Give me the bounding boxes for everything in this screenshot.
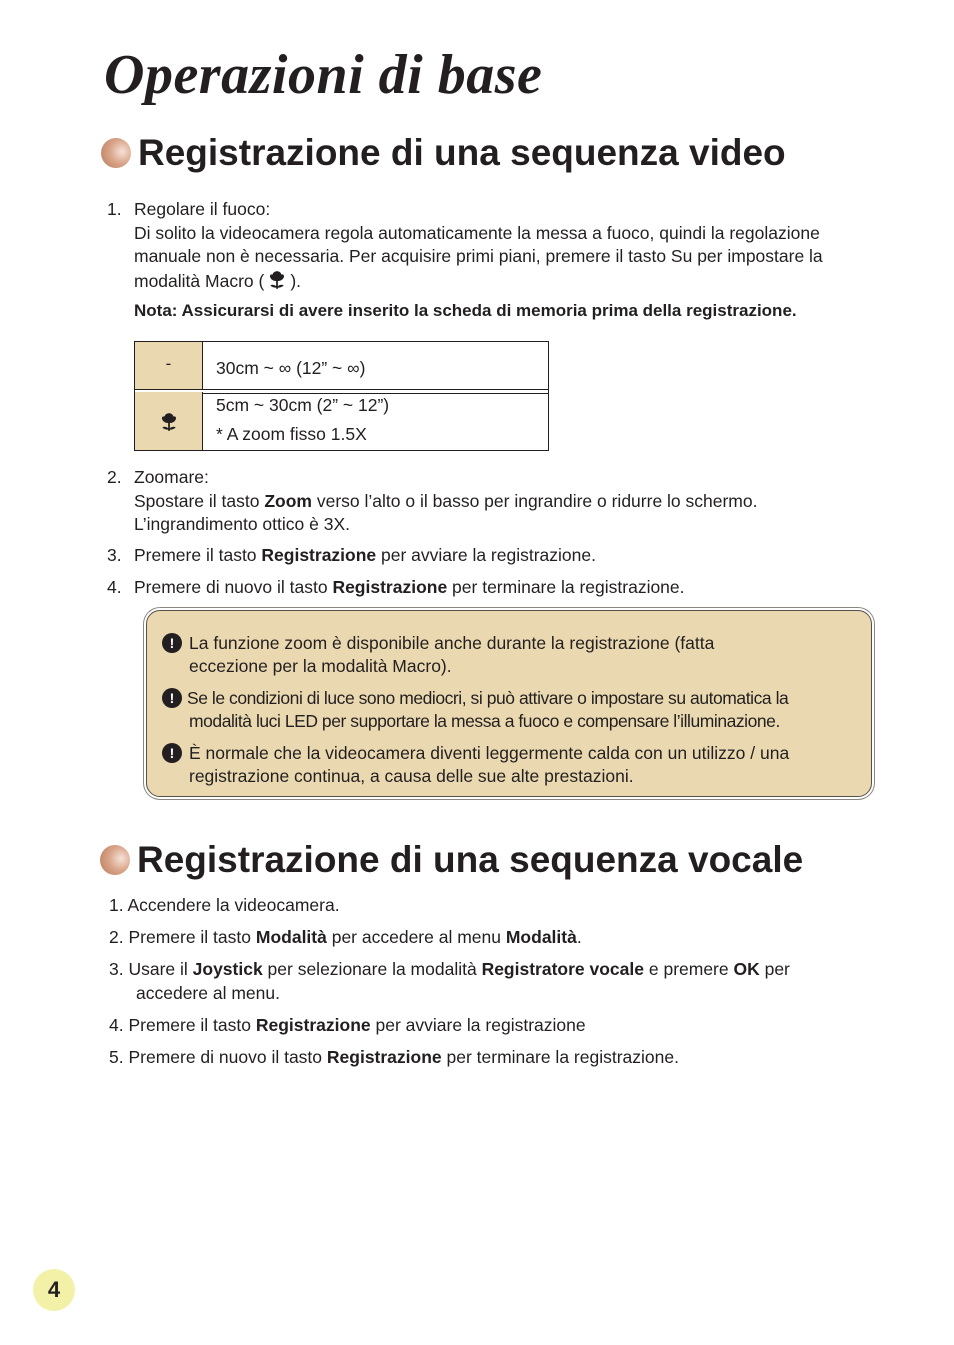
- warning-icon: !: [162, 688, 182, 708]
- key-name: Registrazione: [255, 1015, 371, 1035]
- step-line: [109, 958, 790, 982]
- note-3-line-2: registrazione continua, a causa delle sue alte prestazioni.: [189, 766, 634, 786]
- macro-range: 5cm ~ 30cm (2” ~ 12”): [216, 395, 390, 415]
- step-1: [107, 198, 907, 298]
- table-cell-range: [204, 394, 548, 446]
- step-text: 2. Premere il tasto: [109, 927, 256, 947]
- page-number: 4: [33, 1269, 75, 1311]
- step-number: 3.: [107, 545, 122, 565]
- key-name: OK: [733, 959, 760, 979]
- key-name: Registratore vocale: [481, 959, 644, 979]
- step-text: e premere: [644, 959, 734, 979]
- step-text: 5. Premere di nuovo il tasto: [109, 1047, 327, 1067]
- key-name: Modalità: [255, 927, 327, 947]
- step-text: per terminare la registrazione.: [447, 577, 685, 597]
- step-number: 1.: [107, 199, 122, 219]
- section-bullet-icon: [100, 845, 130, 875]
- key-name: Zoom: [264, 490, 312, 511]
- section-header-voice: [100, 838, 803, 882]
- macro-zoom-note: * A zoom fisso 1.5X: [216, 423, 367, 444]
- page-title: Operazioni di base: [104, 44, 543, 106]
- step-text: 4. Premere il tasto: [109, 1015, 256, 1035]
- step-text: .: [576, 927, 582, 947]
- step-2: [107, 466, 907, 538]
- macro-flower-icon: [266, 269, 288, 291]
- step-line: accedere al menu.: [136, 982, 280, 1003]
- macro-flower-icon: [158, 410, 180, 434]
- step-text: ).: [290, 270, 302, 291]
- key-name: Modalità: [505, 927, 577, 947]
- step-body: [134, 576, 685, 600]
- warning-icon: !: [162, 743, 182, 763]
- table-row-normal-mode: [135, 342, 203, 389]
- voice-step-4: [109, 1014, 586, 1038]
- step-heading: Zoomare:: [134, 467, 209, 487]
- step-text: per selezionare la modalità: [262, 959, 482, 979]
- step-text: per accedere al menu: [326, 927, 506, 947]
- mode-label: -: [165, 354, 172, 373]
- step-text: Premere il tasto: [134, 545, 262, 565]
- note-1-line-1: La funzione zoom è disponibile anche durante la registrazione (fatta: [189, 633, 715, 653]
- step-text: 3. Usare il: [109, 959, 193, 979]
- note-2-line-2: modalità luci LED per supportare la messa a fuoco e compensare l’illuminazione.: [189, 711, 780, 731]
- table-cell-range: 30cm ~ ∞ (12” ~ ∞): [216, 358, 366, 378]
- step-text: Spostare il tasto: [134, 490, 265, 511]
- step-body: [134, 466, 757, 537]
- step-text: verso l’alto o il basso per ingrandire o ridurre lo schermo.: [312, 490, 758, 511]
- step-heading: Regolare il fuoco:: [134, 199, 271, 219]
- voice-step-3: [109, 958, 790, 1005]
- step-text: per avviare la registrazione: [370, 1015, 586, 1035]
- step-line: manuale non è necessaria. Per acquisire primi piani, premere il tasto Su per impostare la: [134, 246, 823, 266]
- step-line: L’ingrandimento ottico è 3X.: [134, 514, 350, 534]
- step-text: per: [759, 959, 790, 979]
- key-name: Registrazione: [261, 545, 377, 565]
- voice-step-5: [109, 1046, 679, 1070]
- step-text: modalità Macro (: [134, 270, 265, 291]
- key-name: Joystick: [192, 959, 263, 979]
- note-2-line-1: Se le condizioni di luce sono mediocri, si può attivare o impostare su automatica la: [187, 688, 789, 708]
- step-line: [134, 269, 823, 294]
- step-line: [134, 490, 757, 514]
- step-number: 4.: [107, 577, 122, 597]
- memory-card-note: Nota: Assicurarsi di avere inserito la scheda di memoria prima della registrazione.: [134, 301, 797, 320]
- notes-box: [146, 610, 872, 797]
- section-title-video: Registrazione di una sequenza video: [138, 132, 786, 173]
- step-text: Premere di nuovo il tasto: [134, 577, 333, 597]
- step-text: per terminare la registrazione.: [441, 1047, 679, 1067]
- key-name: Registrazione: [326, 1047, 442, 1067]
- step-line: Di solito la videocamera regola automaticamente la messa a fuoco, quindi la regolazione: [134, 222, 820, 243]
- table-row-macro-mode: [135, 392, 203, 450]
- section-title-voice: Registrazione di una sequenza vocale: [137, 839, 804, 880]
- step-3: [107, 544, 907, 568]
- step-4: [107, 576, 907, 600]
- note-1-line-2: eccezione per la modalità Macro).: [189, 656, 452, 676]
- voice-step-1: 1. Accendere la videocamera.: [109, 895, 340, 915]
- note-3-line-1: È normale che la videocamera diventi leggermente calda con un utilizzo / una: [189, 743, 790, 763]
- key-name: Registrazione: [332, 577, 448, 597]
- warning-icon: !: [162, 633, 182, 653]
- step-body: [134, 544, 596, 568]
- step-number: 2.: [107, 467, 122, 487]
- voice-step-2: [109, 926, 582, 950]
- focus-range-table: [134, 341, 549, 451]
- section-header-video: [101, 131, 786, 175]
- section-bullet-icon: [101, 138, 131, 168]
- step-text: per avviare la registrazione.: [376, 545, 596, 565]
- step-body: [134, 198, 823, 293]
